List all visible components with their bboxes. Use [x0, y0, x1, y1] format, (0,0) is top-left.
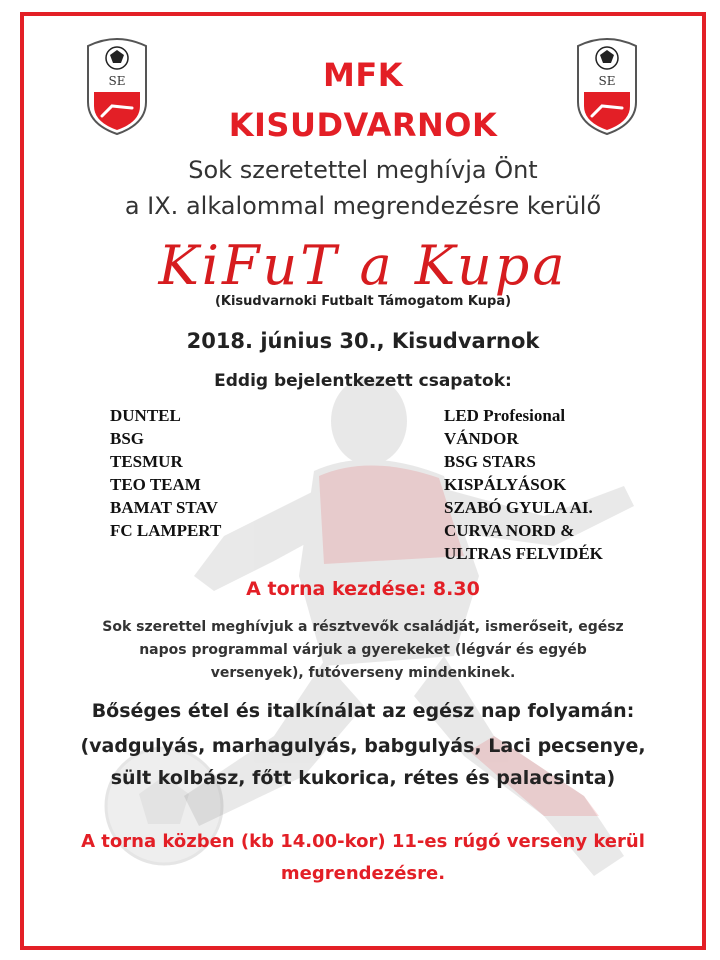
team-item: BSG: [110, 429, 145, 448]
start-time: A torna kezdése: 8.30: [246, 578, 480, 600]
team-item: KISPÁLYÁSOK: [444, 475, 567, 494]
food-items: (vadgulyás, marhagulyás, babgulyás, Laci pecsenye, sült kolbász, főtt kukorica, rétes és palacsinta): [80, 735, 646, 789]
team-item: CURVA NORD &: [444, 521, 575, 540]
team-item: BAMAT STAV: [110, 498, 218, 517]
team-list-right: [444, 404, 603, 565]
poster-frame: [20, 12, 706, 950]
event-subtitle: (Kisudvarnoki Futbalt Támogatom Kupa): [214, 294, 512, 309]
team-item: TEO TEAM: [110, 475, 201, 494]
crest-text: SE: [108, 74, 126, 88]
invitation-line2: a IX. alkalommal megrendezésre kerülő: [124, 192, 602, 220]
event-title: KiFuT a Kupa: [158, 234, 568, 297]
team-item: ULTRAS FELVIDÉK: [444, 544, 603, 563]
team-item: SZABÓ GYULA AI.: [444, 498, 593, 517]
food-heading: Bőséges étel és italkínálat az egész nap folyamán:: [91, 700, 635, 722]
crest-text: SE: [598, 74, 616, 88]
team-item: VÁNDOR: [444, 429, 519, 448]
teams-heading: Eddig bejelentkezett csapatok:: [214, 371, 512, 391]
team-item: DUNTEL: [110, 406, 181, 425]
event-date-place: 2018. június 30., Kisudvarnok: [186, 329, 540, 353]
team-item: LED Profesional: [444, 406, 566, 425]
penalty-contest-note: A torna közben (kb 14.00-kor) 11-es rúgó verseny kerül megrendezésre.: [81, 831, 645, 884]
invitation-line1: Sok szeretettel meghívja Önt: [188, 156, 538, 184]
team-list-left: [110, 404, 221, 542]
team-item: TESMUR: [110, 452, 183, 471]
club-name-line2: KISUDVARNOK: [228, 106, 498, 144]
club-name-line1: MFK: [323, 56, 403, 94]
team-item: BSG STARS: [444, 452, 536, 471]
program-description: Sok szerettel meghívjuk a résztvevők családját, ismerőseit, egész napos programmal várjuk a gyerekeket (légvár és egyéb versenyek), futóverseny mindenkinek.: [102, 619, 624, 681]
team-item: FC LAMPERT: [110, 521, 222, 540]
